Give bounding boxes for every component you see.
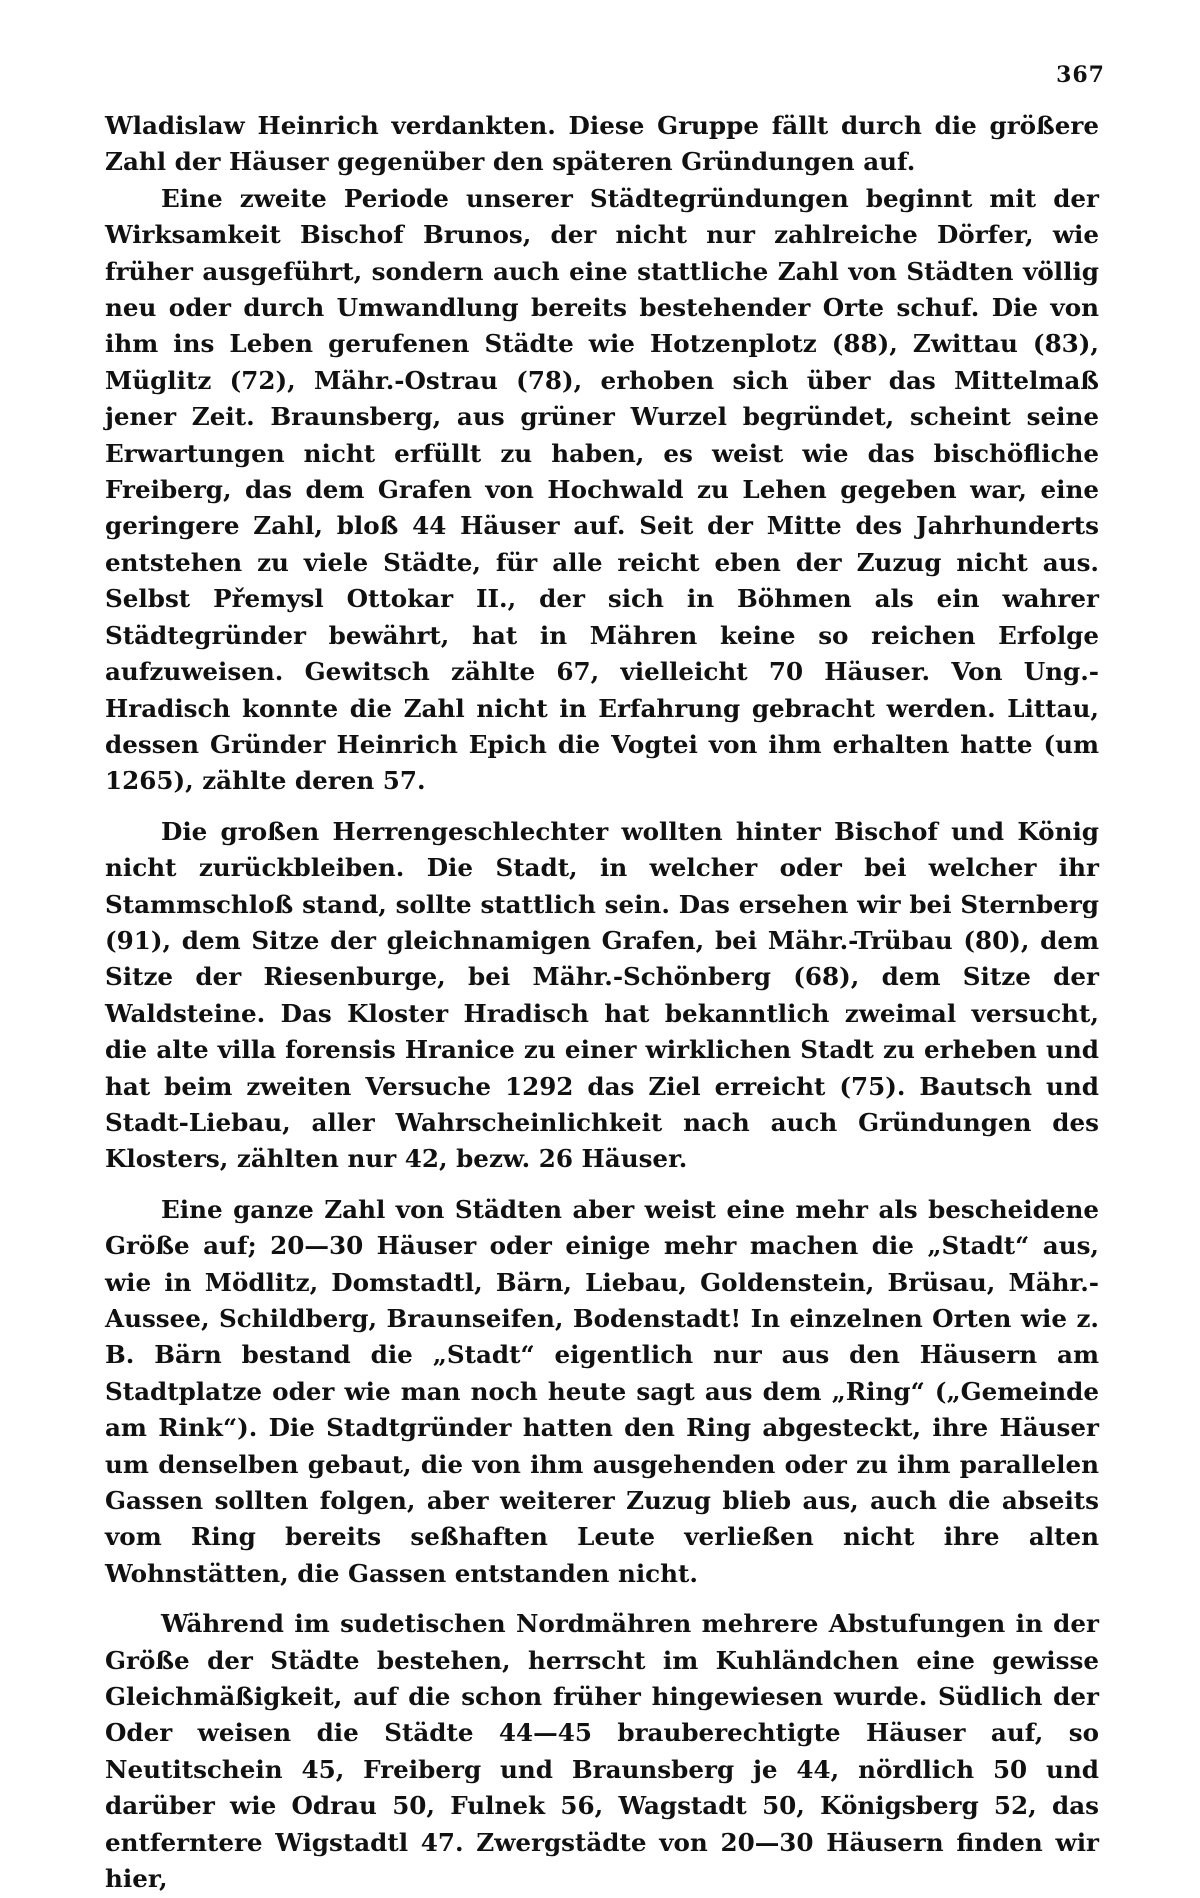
paragraph-small-towns: Eine ganze Zahl von Städten aber weist eine mehr als bescheidene Größe auf; 20—30 Häuser oder einige mehr machen die „Stadt“ aus, wie in Mödlitz, Domstadtl, Bärn, Liebau, Goldenstein, Brüsau, Mähr.-Aussee, Schildberg, Braunseifen, Bodenstadt! In einzelnen Orten wie z. B. Bärn bestand die „Stadt“ eigentlich nur aus den Häusern am Stadtplatze oder wie man noch heute sagt aus dem „Ring“ („Gemeinde am Rink“). Die Stadtgründer hatten den Ring abgesteckt, ihre Häuser um denselben gebaut, die von ihm ausgehenden oder zu ihm parallelen Gassen sollten folgen, aber weiterer Zuzug blieb aus, auch die abseits vom Ring bereits seßhaften Leute verließen nicht ihre alten Wohnstätten, die Gassen entstanden nicht. — [105, 1194, 1099, 1588]
paragraph-kuhlaendchen: Während im sudetischen Nordmähren mehrere Abstufungen in der Größe der Städte bestehen, herrscht im Kuhländchen eine gewisse Gleichmäßigkeit, auf die schon früher hingewiesen wurde. Südlich der Oder weisen die Städte 44—45 brauberechtigte Häuser auf, so Neutitschein 45, Freiberg und Braunsberg je 44, nördlich 50 und darüber wie Odrau 50, Fulnek 56, Wagstadt 50, Königsberg 52, das entferntere Wigstadtl 47. Zwergstädte von 20—30 Häusern finden wir hier, — [105, 1609, 1099, 1894]
paragraph-continuation: Wladislaw Heinrich verdankten. Diese Gruppe fällt durch die größere Zahl der Häuser gegenüber den späteren Gründungen auf. — [105, 111, 1099, 177]
page-number: 367 — [1056, 62, 1105, 88]
paragraph-bruno-towns: Eine zweite Periode unserer Städtegründungen beginnt mit der Wirksamkeit Bischof Brunos, der nicht nur zahlreiche Dörfer, wie früher ausgeführt, sondern auch eine stattliche Zahl von Städten völlig neu oder durch Umwandlung bereits bestehender Orte schuf. Die von ihm ins Leben gerufenen Städte wie Hotzenplotz (88), Zwittau (83), Müglitz (72), Mähr.-Ostrau (78), erhoben sich über das Mittelmaß jener Zeit. Braunsberg, aus grüner Wurzel begründet, scheint seine Erwartungen nicht erfüllt zu haben, es weist wie das bischöfliche Freiberg, das dem Grafen von Hochwald zu Lehen gegeben war, eine geringere Zahl, bloß 44 Häuser auf. Seit der Mitte des Jahrhunderts entstehen zu viele Städte, für alle reicht eben der Zuzug nicht aus. Selbst Přemysl Ottokar II., der sich in Böhmen als ein wahrer Städtegründer bewährt, hat in Mähren keine so reichen Erfolge aufzuweisen. Gewitsch zählte 67, vielleicht 70 Häuser. Von Ung.-Hradisch konnte die Zahl nicht in Erfahrung gebracht werden. Littau, dessen Gründer Heinrich Epich die Vogtei von ihm erhalten hatte (um 1265), zählte deren 57. — [105, 183, 1099, 796]
text-body — [105, 108, 1099, 1898]
paragraph-noble-families: Die großen Herrengeschlechter wollten hinter Bischof und König nicht zurückbleiben. Die Stadt, in welcher oder bei welcher ihr Stammschloß stand, sollte stattlich sein. Das ersehen wir bei Sternberg (91), dem Sitze der gleichnamigen Grafen, bei Mähr.-Trübau (80), dem Sitze der Riesenburge, bei Mähr.-Schönberg (68), dem Sitze der Waldsteine. Das Kloster Hradisch hat bekanntlich zweimal versucht, die alte villa forensis Hranice zu einer wirklichen Stadt zu erheben und hat beim zweiten Versuche 1292 das Ziel erreicht (75). Bautsch und Stadt-Liebau, aller Wahrscheinlichkeit nach auch Gründungen des Klosters, zählten nur 42, bezw. 26 Häuser. — [105, 816, 1099, 1174]
